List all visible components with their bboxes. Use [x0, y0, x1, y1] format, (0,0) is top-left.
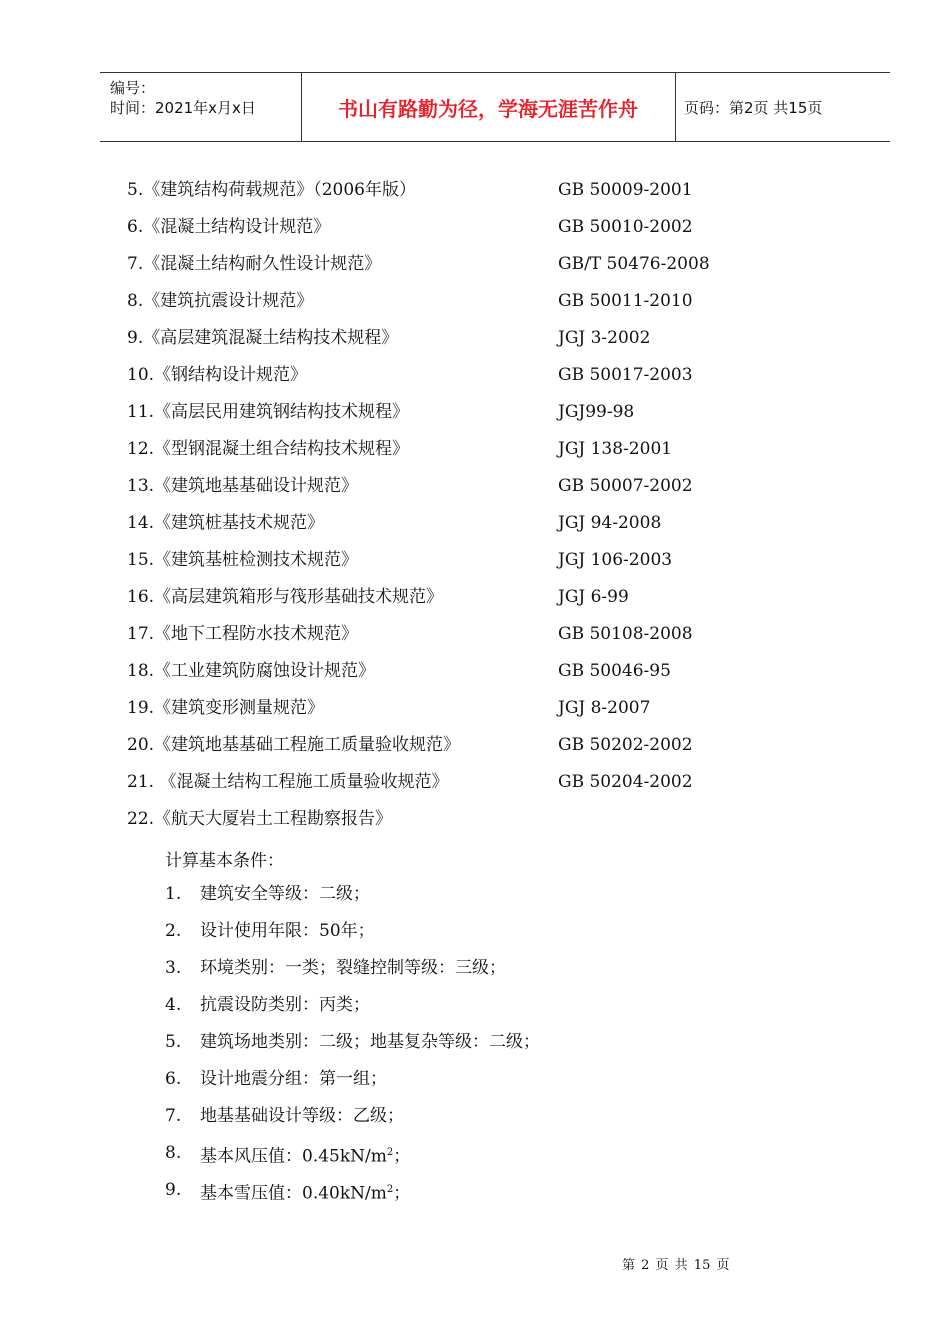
reference-title: 20.《建筑地基基础工程施工质量验收规范》 — [127, 735, 461, 755]
condition-unit-superscript: 2 — [386, 1184, 394, 1195]
condition-text-main: 抗震设防类别：丙类； — [200, 995, 370, 1015]
reference-title: 16.《高层建筑箱形与筏形基础技术规范》 — [127, 587, 444, 607]
reference-title: 21. 《混凝土结构工程施工质量验收规范》 — [127, 772, 449, 792]
condition-number: 8. — [165, 1143, 182, 1163]
reference-title: 19.《建筑变形测量规范》 — [127, 698, 325, 718]
condition-text — [200, 956, 506, 980]
reference-code: JGJ99-98 — [558, 402, 635, 422]
condition-text-main: 地基基础设计等级：乙级； — [200, 1106, 404, 1126]
reference-code: GB 50009-2001 — [558, 180, 693, 200]
reference-title: 5.《建筑结构荷载规范》（2006年版） — [127, 180, 416, 200]
header-page-label: 页码：第2页 共15页 — [684, 98, 823, 117]
reference-code: GB 50046-95 — [558, 661, 671, 681]
reference-title: 14.《建筑桩基技术规范》 — [127, 513, 325, 533]
reference-title: 18.《工业建筑防腐蚀设计规范》 — [127, 661, 376, 681]
reference-title: 7.《混凝土结构耐久性设计规范》 — [127, 254, 382, 274]
condition-text-main: 建筑安全等级：二级； — [200, 884, 370, 904]
reference-code: GB 50010-2002 — [558, 217, 693, 237]
condition-text-main: 设计使用年限：50年； — [200, 921, 375, 941]
document-number-label: 编号： — [110, 79, 156, 97]
condition-text-tail: ； — [393, 1146, 411, 1167]
reference-title: 10.《钢结构设计规范》 — [127, 365, 308, 385]
reference-code: JGJ 94-2008 — [558, 513, 662, 533]
document-time-label: 时间：2021年x月x日 — [110, 99, 256, 117]
condition-number: 7. — [165, 1106, 182, 1126]
condition-text-main: 建筑场地类别：二级；地基复杂等级：二级； — [200, 1032, 540, 1052]
reference-title: 9.《高层建筑混凝土结构技术规程》 — [127, 328, 399, 348]
reference-title: 13.《建筑地基基础设计规范》 — [127, 476, 359, 496]
reference-code: GB 50011-2010 — [558, 291, 693, 311]
reference-code: GB 50204-2002 — [558, 772, 693, 792]
reference-title: 6.《混凝土结构设计规范》 — [127, 217, 331, 237]
condition-text-tail: ； — [393, 1183, 411, 1204]
condition-text — [200, 1104, 404, 1128]
condition-number: 6. — [165, 1069, 182, 1089]
condition-number: 9. — [165, 1180, 182, 1200]
condition-number: 5. — [165, 1032, 182, 1052]
condition-text — [200, 1067, 387, 1091]
reference-code: GB 50108-2008 — [558, 624, 693, 644]
condition-text — [200, 1141, 410, 1165]
condition-text — [200, 1178, 410, 1202]
reference-code: JGJ 3-2002 — [558, 328, 651, 348]
condition-text — [200, 993, 370, 1017]
condition-number: 4. — [165, 995, 182, 1015]
reference-title: 22.《航天大厦岩土工程勘察报告》 — [127, 809, 393, 829]
condition-unit-superscript: 2 — [386, 1147, 394, 1158]
reference-code: GB 50007-2002 — [558, 476, 693, 496]
condition-text — [200, 882, 370, 906]
reference-title: 8.《建筑抗震设计规范》 — [127, 291, 314, 311]
reference-code: JGJ 6-99 — [558, 587, 629, 607]
reference-code: JGJ 8-2007 — [558, 698, 651, 718]
reference-code: GB/T 50476-2008 — [558, 254, 710, 274]
condition-text — [200, 919, 375, 943]
condition-text-main: 设计地震分组：第一组； — [200, 1069, 387, 1089]
reference-code: JGJ 138-2001 — [558, 439, 673, 459]
condition-text-main: 基本雪压值：0.40kN/m — [200, 1183, 387, 1204]
reference-code: GB 50017-2003 — [558, 365, 693, 385]
conditions-heading: 计算基本条件： — [165, 851, 284, 871]
condition-number: 2. — [165, 921, 182, 941]
header-motto-cell — [301, 73, 676, 141]
header-left-cell — [100, 73, 302, 141]
condition-text-main: 环境类别：一类；裂缝控制等级：三级； — [200, 958, 506, 978]
condition-number: 3. — [165, 958, 182, 978]
condition-text-main: 基本风压值：0.45kN/m — [200, 1146, 387, 1167]
condition-text — [200, 1030, 540, 1054]
reference-title: 15.《建筑基桩检测技术规范》 — [127, 550, 359, 570]
reference-code: GB 50202-2002 — [558, 735, 693, 755]
header-motto: 书山有路勤为径，学海无涯苦作舟 — [338, 96, 638, 121]
reference-title: 11.《高层民用建筑钢结构技术规程》 — [127, 402, 410, 422]
reference-title: 12.《型钢混凝土组合结构技术规程》 — [127, 439, 410, 459]
page-footer: 第 2 页 共 15 页 — [622, 1258, 730, 1273]
condition-number: 1. — [165, 884, 182, 904]
header-page-cell — [676, 73, 890, 141]
page-header — [100, 72, 890, 142]
reference-code: JGJ 106-2003 — [558, 550, 673, 570]
reference-title: 17.《地下工程防水技术规范》 — [127, 624, 359, 644]
